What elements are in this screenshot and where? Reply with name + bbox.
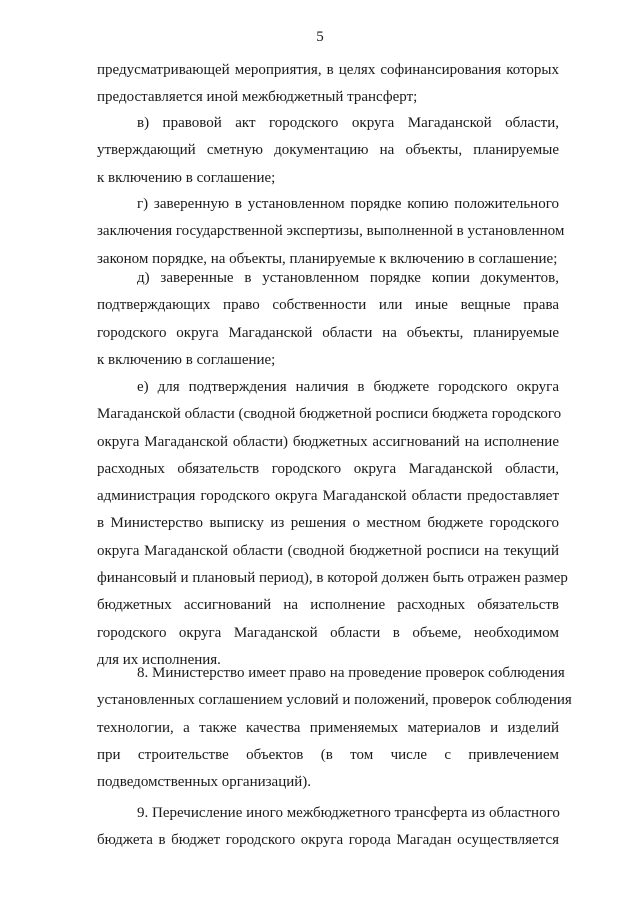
text-line: округа Магаданской области) бюджетных ассигнований на исполнение xyxy=(97,433,559,450)
text-line: при строительстве объектов (в том числе с привлечением xyxy=(97,746,559,763)
text-line: в) правовой акт городского округа Магаданской области, xyxy=(137,115,559,131)
text-line: бюджетных ассигнований на исполнение расходных обязательств xyxy=(97,597,559,614)
paragraph-continuation xyxy=(97,57,559,112)
text-line: округа Магаданской области (сводной бюджетной росписи на текущий xyxy=(97,542,559,559)
paragraph-item-v xyxy=(97,110,559,192)
paragraph-item-d xyxy=(97,265,559,374)
text-line: е) для подтверждения наличия в бюджете городского округа xyxy=(137,379,559,395)
text-line: городского округа Магаданской области в объеме, необходимом xyxy=(97,624,559,641)
text-line: технологии, а также качества применяемых материалов и изделий xyxy=(97,719,559,736)
text-line: администрация городского округа Магаданской области предоставляет xyxy=(97,488,559,505)
text-line: 9. Перечисление иного межбюджетного трансферта из областного xyxy=(137,805,560,821)
text-line: к включению в соглашение; xyxy=(97,169,276,186)
text-line: Магаданской области (сводной бюджетной росписи бюджета городского xyxy=(97,406,562,423)
text-line: 8. Министерство имеет право на проведение проверок соблюдения xyxy=(137,665,565,681)
text-line: законом порядке, на объекты, планируемые к включению в соглашение; xyxy=(97,250,558,267)
text-line: подтверждающих право собственности или иные вещные права xyxy=(97,297,559,314)
text-line: предоставляется иной межбюджетный трансферт; xyxy=(97,89,418,106)
text-line: к включению в соглашение; xyxy=(97,351,276,368)
text-line: предусматривающей мероприятия, в целях софинансирования которых xyxy=(97,62,559,78)
text-line: утверждающий сметную документацию на объекты, планируемые xyxy=(97,142,559,159)
text-line: расходных обязательств городского округа Магаданской области, xyxy=(97,460,559,477)
text-line: для их исполнения. xyxy=(97,651,221,668)
text-line: в Министерство выписку из решения о местном бюджете городского xyxy=(97,515,559,532)
text-line: подведомственных организаций). xyxy=(97,774,312,791)
text-line: г) заверенную в установленном порядке копию положительного xyxy=(137,196,559,212)
text-line: городского округа Магаданской области на объекты, планируемые xyxy=(97,324,559,341)
page-number: 5 xyxy=(316,29,324,45)
text-line: заключения государственной экспертизы, выполненной в установленном xyxy=(97,223,565,240)
paragraph-item-8 xyxy=(97,660,572,796)
paragraph-item-e xyxy=(97,374,568,674)
paragraph-item-9 xyxy=(97,800,559,855)
text-line: финансовый и плановый период), в которой должен быть отражен размер xyxy=(97,570,568,587)
text-line: бюджета в бюджет городского округа города Магадан осуществляется xyxy=(97,832,559,849)
text-line: д) заверенные в установленном порядке копии документов, xyxy=(137,270,559,286)
paragraph-item-g xyxy=(97,191,565,273)
text-line: установленных соглашением условий и положений, проверок соблюдения xyxy=(97,692,572,709)
